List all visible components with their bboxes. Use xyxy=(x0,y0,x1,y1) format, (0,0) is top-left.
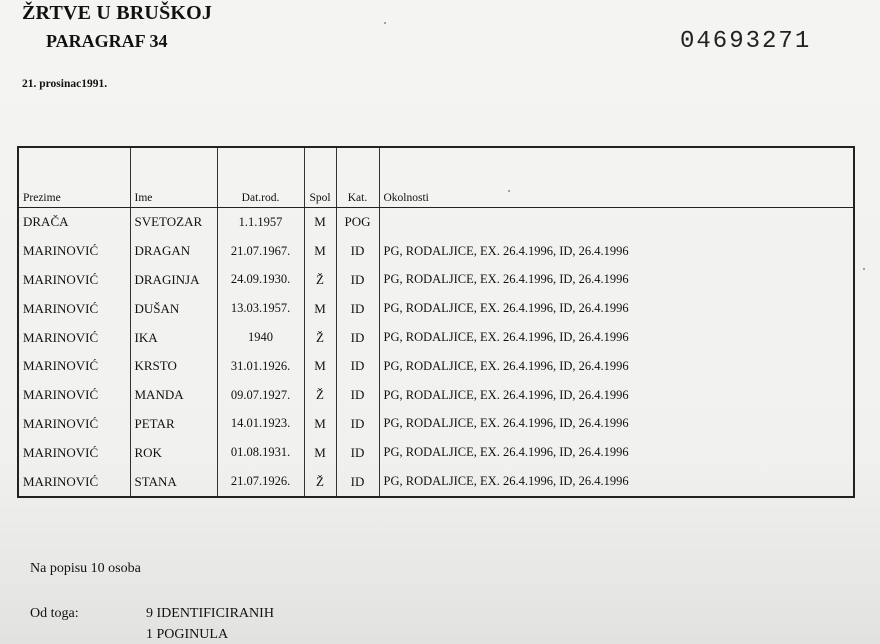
table-row xyxy=(18,208,854,237)
cell-spol: M xyxy=(304,410,336,439)
cell-dat-rod: 24.09.1930. xyxy=(217,266,304,295)
cell-okolnosti: PG, RODALJICE, EX. 26.4.1996, ID, 26.4.1996 xyxy=(379,323,854,352)
cell-spol: M xyxy=(304,208,336,237)
cell-okolnosti: PG, RODALJICE, EX. 26.4.1996, ID, 26.4.1996 xyxy=(379,467,854,497)
table-header-row xyxy=(18,147,854,208)
document-date: 21. prosinac1991. xyxy=(22,78,108,90)
header-prezime: Prezime xyxy=(18,147,130,208)
table-row xyxy=(18,294,854,323)
table-row xyxy=(18,323,854,352)
table-row xyxy=(18,410,854,439)
cell-spol: M xyxy=(304,352,336,381)
summary-of-which-label: Od toga: xyxy=(30,606,79,621)
cell-kat: POG xyxy=(336,208,379,237)
cell-prezime: MARINOVIĆ xyxy=(18,467,130,497)
cell-ime: IKA xyxy=(130,323,217,352)
cell-prezime: MARINOVIĆ xyxy=(18,352,130,381)
document-number: 04693271 xyxy=(680,28,812,55)
cell-ime: KRSTO xyxy=(130,352,217,381)
cell-dat-rod: 21.07.1926. xyxy=(217,467,304,497)
cell-kat: ID xyxy=(336,237,379,266)
cell-okolnosti: PG, RODALJICE, EX. 26.4.1996, ID, 26.4.1996 xyxy=(379,381,854,410)
summary-line: 1 POGINULA xyxy=(146,627,229,642)
cell-dat-rod: 31.01.1926. xyxy=(217,352,304,381)
cell-dat-rod: 09.07.1927. xyxy=(217,381,304,410)
cell-kat: ID xyxy=(336,294,379,323)
cell-dat-rod: 21.07.1967. xyxy=(217,237,304,266)
cell-ime: DUŠAN xyxy=(130,294,217,323)
cell-prezime: MARINOVIĆ xyxy=(18,410,130,439)
header-ime: Ime xyxy=(130,147,217,208)
scan-speck xyxy=(384,22,386,24)
table-row xyxy=(18,266,854,295)
cell-spol: M xyxy=(304,438,336,467)
summary-line: 9 IDENTIFICIRANIH xyxy=(146,606,274,621)
cell-ime: ROK xyxy=(130,438,217,467)
cell-okolnosti: PG, RODALJICE, EX. 26.4.1996, ID, 26.4.1996 xyxy=(379,294,854,323)
cell-spol: Ž xyxy=(304,266,336,295)
cell-dat-rod: 1940 xyxy=(217,323,304,352)
cell-kat: ID xyxy=(336,438,379,467)
header-kat: Kat. xyxy=(336,147,379,208)
cell-ime: PETAR xyxy=(130,410,217,439)
cell-okolnosti xyxy=(379,208,854,237)
table-row xyxy=(18,352,854,381)
cell-ime: DRAGAN xyxy=(130,237,217,266)
victims-table xyxy=(17,146,855,498)
table-row xyxy=(18,438,854,467)
cell-kat: ID xyxy=(336,467,379,497)
cell-spol: Ž xyxy=(304,467,336,497)
scan-speck xyxy=(863,268,865,270)
cell-dat-rod: 13.03.1957. xyxy=(217,294,304,323)
cell-prezime: DRAČA xyxy=(18,208,130,237)
cell-dat-rod: 14.01.1923. xyxy=(217,410,304,439)
cell-kat: ID xyxy=(336,266,379,295)
cell-okolnosti: PG, RODALJICE, EX. 26.4.1996, ID, 26.4.1996 xyxy=(379,352,854,381)
cell-kat: ID xyxy=(336,410,379,439)
cell-prezime: MARINOVIĆ xyxy=(18,381,130,410)
table-row xyxy=(18,237,854,266)
cell-dat-rod: 1.1.1957 xyxy=(217,208,304,237)
cell-kat: ID xyxy=(336,323,379,352)
cell-okolnosti: PG, RODALJICE, EX. 26.4.1996, ID, 26.4.1996 xyxy=(379,237,854,266)
table-row xyxy=(18,381,854,410)
table-row xyxy=(18,467,854,497)
cell-spol: M xyxy=(304,294,336,323)
cell-prezime: MARINOVIĆ xyxy=(18,237,130,266)
cell-spol: M xyxy=(304,237,336,266)
cell-prezime: MARINOVIĆ xyxy=(18,438,130,467)
cell-kat: ID xyxy=(336,352,379,381)
cell-spol: Ž xyxy=(304,381,336,410)
cell-ime: SVETOZAR xyxy=(130,208,217,237)
cell-spol: Ž xyxy=(304,323,336,352)
summary-count: Na popisu 10 osoba xyxy=(30,561,141,576)
header-spol: Spol xyxy=(304,147,336,208)
cell-dat-rod: 01.08.1931. xyxy=(217,438,304,467)
header-okolnosti: Okolnosti xyxy=(379,147,854,208)
document-title: ŽRTVE U BRUŠKOJ xyxy=(22,2,213,24)
document-subtitle: PARAGRAF 34 xyxy=(46,31,168,51)
cell-kat: ID xyxy=(336,381,379,410)
cell-okolnosti: PG, RODALJICE, EX. 26.4.1996, ID, 26.4.1996 xyxy=(379,410,854,439)
cell-ime: STANA xyxy=(130,467,217,497)
cell-prezime: MARINOVIĆ xyxy=(18,323,130,352)
scan-speck xyxy=(508,190,510,192)
header-dat-rod: Dat.rod. xyxy=(217,147,304,208)
cell-ime: MANDA xyxy=(130,381,217,410)
cell-okolnosti: PG, RODALJICE, EX. 26.4.1996, ID, 26.4.1996 xyxy=(379,266,854,295)
cell-prezime: MARINOVIĆ xyxy=(18,294,130,323)
cell-ime: DRAGINJA xyxy=(130,266,217,295)
cell-okolnosti: PG, RODALJICE, EX. 26.4.1996, ID, 26.4.1996 xyxy=(379,438,854,467)
cell-prezime: MARINOVIĆ xyxy=(18,266,130,295)
